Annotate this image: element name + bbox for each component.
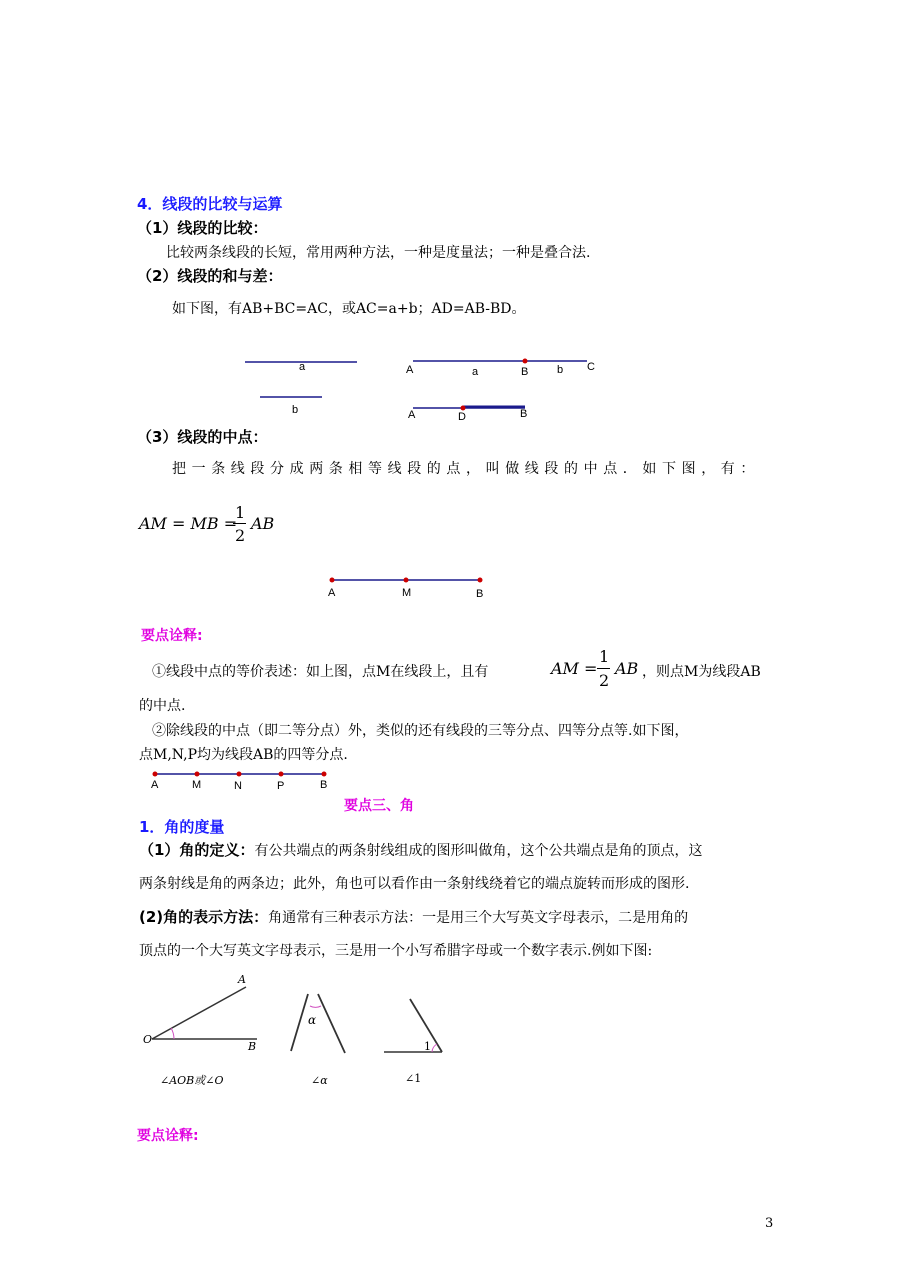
point-n-quarter <box>237 772 242 777</box>
subheading-angle-measure: 1．角的度量 <box>139 818 225 836</box>
label-A2: A <box>408 409 416 421</box>
label-A3: A <box>328 587 336 599</box>
point-m <box>404 578 409 583</box>
label-a2: a <box>472 366 479 378</box>
subheading-comparison: （1）线段的比较： <box>137 219 268 237</box>
ray-alpha-left <box>291 994 308 1051</box>
angle-label-one: 1 <box>424 1040 431 1053</box>
angle-arc-alpha <box>310 1006 321 1007</box>
formula-numerator: 1 <box>235 503 246 522</box>
paragraph-sum-difference: 如下图，有AB+BC=AC，或AC=a+b；AD=AB-BD。 <box>172 301 526 317</box>
angle-caption-alpha: ∠α <box>311 1074 328 1087</box>
angle-representation-line <box>139 906 688 927</box>
angle-definition-text: 有公共端点的两条射线组成的图形叫做角，这个公共端点是角的顶点，这 <box>254 843 703 859</box>
label-B2: B <box>520 408 528 420</box>
angle-representation-label: (2)角的表示方法： <box>139 908 269 926</box>
formula-rhs: AB <box>251 514 275 533</box>
note2-line2: 点M,N,P均为线段AB的四等分点. <box>139 747 348 763</box>
note2-line1: ②除线段的中点（即二等分点）外，类似的还有线段的三等分点、四等分点等.如下图， <box>152 723 689 739</box>
fraction-bar <box>233 523 246 524</box>
subheading-sum-difference: （2）线段的和与差： <box>137 267 283 285</box>
angle-definition-label: （1）角的定义： <box>139 841 255 859</box>
label-C: C <box>587 361 595 373</box>
label-B3: B <box>476 588 484 600</box>
section-title: 4．线段的比较与运算 <box>137 195 283 213</box>
label-N4: N <box>234 780 242 792</box>
point-b-on-ac <box>523 359 528 364</box>
formula-denominator: 2 <box>235 526 246 545</box>
label-B4: B <box>320 779 328 791</box>
label-M: M <box>402 587 412 599</box>
formula-lhs: AM = MB = <box>139 514 238 533</box>
section3-title: 要点三、角 <box>344 798 414 814</box>
paragraph-comparison: 比较两条线段的长短，常用两种方法，一种是度量法；一种是叠合法. <box>166 245 591 261</box>
angle-label-O: O <box>143 1033 153 1046</box>
label-P4: P <box>277 780 285 792</box>
point-p-quarter <box>279 772 284 777</box>
point-b-quarter <box>322 772 327 777</box>
notes-title: 要点诠释: <box>141 628 203 644</box>
label-M4: M <box>192 779 202 791</box>
angle-representation-cont: 顶点的一个大写英文字母表示，三是用一个小写希腊字母或一个数字表示.例如下图: <box>139 943 653 959</box>
label-b2: b <box>557 364 564 376</box>
note1-text-post: ，则点M为线段AB <box>642 664 761 680</box>
angle-representation-text: 角通常有三种表示方法：一是用三个大写英文字母表示，二是用角的 <box>268 910 689 926</box>
label-A4: A <box>151 779 159 791</box>
note1-formula-den: 2 <box>599 671 610 690</box>
point-a <box>330 578 335 583</box>
angle-label-A: A <box>238 973 246 986</box>
note1-formula-lhs: AM = <box>551 659 598 678</box>
label-B1: B <box>521 366 529 378</box>
label-D: D <box>458 411 466 423</box>
subheading-midpoint: （3）线段的中点： <box>137 428 268 446</box>
angle-caption-one: ∠1 <box>405 1072 422 1085</box>
ray-oa <box>152 987 246 1039</box>
note1-text-cont: 的中点. <box>139 698 186 714</box>
label-b: b <box>292 404 299 416</box>
ray-alpha-right <box>318 994 345 1053</box>
note1-formula-rhs: AB <box>615 659 639 678</box>
angle-label-B: B <box>248 1040 257 1053</box>
angle-arc-aob <box>171 1028 174 1039</box>
point-b <box>478 578 483 583</box>
label-A1: A <box>406 364 414 376</box>
notes-title-2: 要点诠释: <box>137 1128 199 1144</box>
note1-formula-num: 1 <box>599 647 610 666</box>
note1-text: ①线段中点的等价表述：如上图，点M在线段上，且有 <box>152 664 489 680</box>
point-m-quarter <box>195 772 200 777</box>
angle-caption-aob: ∠AOB或∠O <box>160 1074 224 1087</box>
angle-arc-one <box>432 1044 437 1052</box>
note1-fraction-bar <box>597 668 610 669</box>
page-number: 3 <box>765 1216 774 1231</box>
angle-label-alpha: α <box>308 1013 317 1027</box>
angle-definition-line <box>139 839 702 860</box>
point-d <box>461 406 466 411</box>
point-a-quarter <box>153 772 158 777</box>
paragraph-midpoint: 把一条线段分成两条相等线段的点，叫做线段的中点．如下图，有： <box>172 461 760 477</box>
label-a: a <box>299 361 306 373</box>
angle-definition-cont: 两条射线是角的两条边；此外，角也可以看作由一条射线绕着它的端点旋转而形成的图形. <box>139 876 690 892</box>
